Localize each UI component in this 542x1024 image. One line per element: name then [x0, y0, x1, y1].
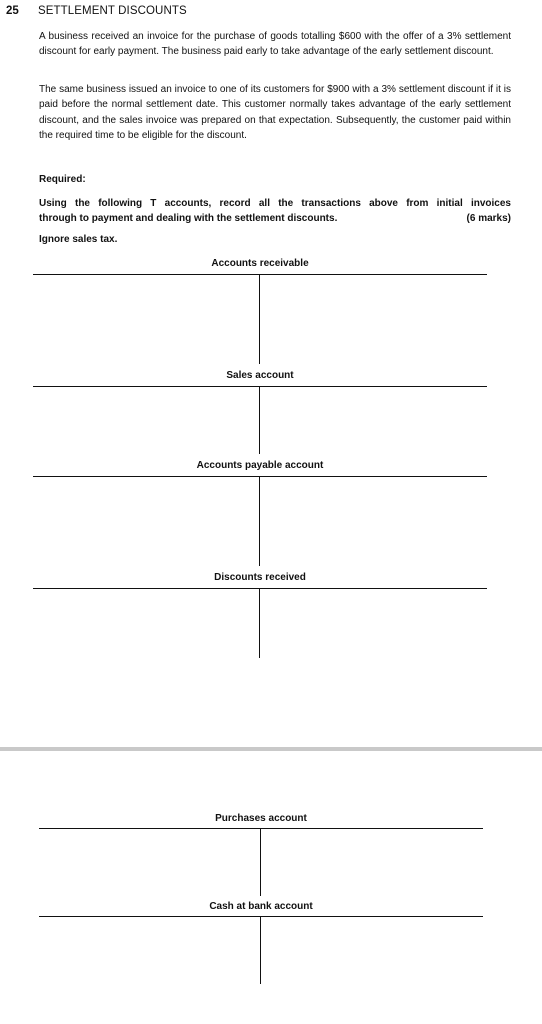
question-title: SETTLEMENT DISCOUNTS	[38, 5, 187, 17]
t-account-title-accounts-receivable: Accounts receivable	[211, 258, 309, 269]
t-account-divider-accounts-receivable	[259, 274, 260, 364]
t-account-title-discounts-received: Discounts received	[214, 572, 306, 583]
t-account-divider-accounts-payable	[259, 476, 260, 566]
t-account-title-purchases: Purchases account	[215, 813, 307, 824]
t-account-divider-sales	[259, 386, 260, 454]
instruction	[39, 196, 511, 226]
marks-label: (6 marks)	[466, 213, 511, 224]
required-label: Required:	[39, 174, 86, 185]
instruction-line-2: through to payment and dealing with the settlement discounts.	[39, 213, 338, 224]
page-separator	[0, 747, 542, 751]
t-account-title-accounts-payable: Accounts payable account	[196, 460, 324, 471]
instruction-line-2-row	[39, 211, 511, 226]
t-account-title-cash-at-bank: Cash at bank account	[209, 901, 313, 912]
t-account-title-sales: Sales account	[226, 370, 294, 381]
scenario-paragraph-2: The same business issued an invoice to one of its customers for $900 with a 3% settlement discount if it is paid before the normal settlement date. This customer normally takes advantage of the early settlement discount, and the sales invoice was prepared on that expectation. Subsequently, the customer paid within the required time to be eligible for the discount.	[39, 84, 511, 142]
ignore-sales-tax-note: Ignore sales tax.	[39, 234, 118, 245]
instruction-line-1: Using the following T accounts, record all the transactions above from initial invoices	[39, 198, 511, 209]
scenario-paragraph-1: A business received an invoice for the purchase of goods totalling $600 with the offer of a 3% settlement discount for early payment. The business paid early to take advantage of the early settlement discount.	[39, 31, 511, 58]
t-account-divider-cash-at-bank	[260, 916, 261, 984]
t-account-divider-discounts-received	[259, 588, 260, 658]
question-number: 25	[6, 5, 19, 17]
t-account-divider-purchases	[260, 828, 261, 896]
